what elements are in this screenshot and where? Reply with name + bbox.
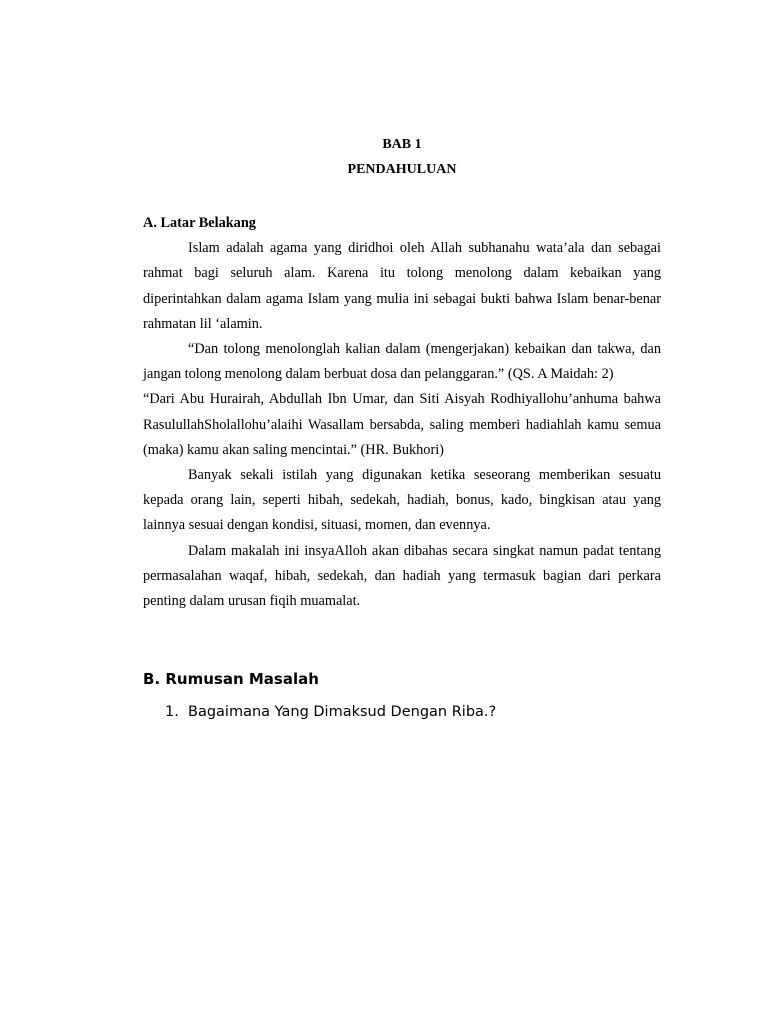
section-a-heading: A. Latar Belakang	[143, 215, 256, 231]
chapter-number: BAB 1	[382, 137, 422, 152]
quote-paragraph: “Dan tolong menolonglah kalian dalam (mengerjakan) kebaikan dan takwa, dan jangan tolong menolong dalam berbuat dosa dan pelanggaran.” (QS. A Maidah: 2)	[143, 341, 661, 383]
chapter-title: PENDAHULUAN	[347, 162, 457, 177]
section-b-heading: B. Rumusan Masalah	[143, 670, 319, 688]
section-a	[143, 211, 661, 614]
list-item	[165, 704, 496, 720]
paragraph: Islam adalah agama yang diridhoi oleh Allah subhanahu wata’ala dan sebagai rahmat bagi seluruh alam. Karena itu tolong menolong dalam kebaikan yang diperintahkan dalam agama Islam yang mulia ini sebagai bukti bahwa Islam benar-benar rahmatan lil ‘alamin.	[143, 240, 661, 332]
paragraph: Banyak sekali istilah yang digunakan ketika seseorang memberikan sesuatu kepada orang lain, seperti hibah, sedekah, hadiah, bonus, kado, bingkisan atau yang lainnya sesuai dengan kondisi, situasi, momen, dan evennya.	[143, 467, 661, 534]
list-item-text: Bagaimana Yang Dimaksud Dengan Riba.?	[188, 704, 497, 720]
paragraph: Dalam makalah ini insyaAlloh akan dibahas secara singkat namun padat tentang permasalahan waqaf, hibah, sedekah, dan hadiah yang termasuk bagian dari perkara penting dalam urusan fiqih muamalat.	[143, 542, 661, 610]
hadith-paragraph: “Dari Abu Hurairah, Abdullah Ibn Umar, dan Siti Aisyah Rodhiyallohu’anhuma bahwa RasulullahSholallohu’alaihi Wasallam bersabda, saling memberi hadiahlah kamu semua (maka) kamu akan saling mencintai.” (HR. Bukhori)	[143, 391, 661, 458]
list-item-number: 1.	[165, 704, 179, 720]
